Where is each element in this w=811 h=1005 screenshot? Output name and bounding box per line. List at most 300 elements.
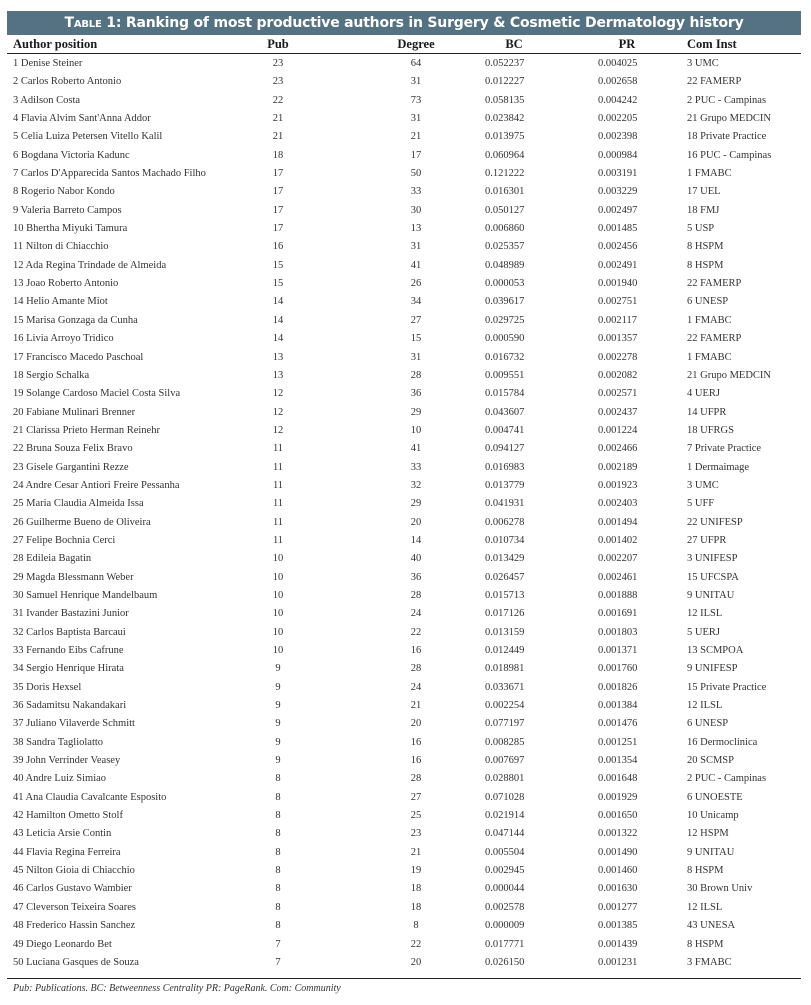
cell-com-inst: 20 SCMSP [687, 755, 734, 767]
cell-author: 18 Sergio Schalka [13, 369, 90, 381]
cell-degree: 28 [410, 663, 422, 675]
cell-pub: 8 [275, 920, 281, 932]
cell-bc: 0.006278 [485, 516, 525, 528]
cell-degree: 25 [410, 810, 422, 822]
cell-author: 7 Carlos D'Apparecida Santos Machado Filho [13, 168, 206, 180]
cell-bc: 0.012449 [485, 645, 525, 656]
table-row [7, 73, 801, 91]
cell-pr: 0.002082 [598, 369, 638, 381]
table-row [7, 257, 801, 275]
cell-bc: 0.071028 [485, 791, 525, 803]
cell-bc: 0.048989 [485, 259, 525, 271]
cell-pr: 0.001485 [598, 223, 638, 235]
cell-degree: 20 [410, 516, 422, 528]
cell-degree: 64 [410, 58, 422, 69]
cell-author: 48 Frederico Hassin Sanchez [13, 920, 136, 932]
cell-com-inst: 1 Dermaimage [687, 461, 750, 473]
cell-pr: 0.002117 [598, 314, 637, 326]
cell-bc: 0.000044 [485, 883, 525, 895]
table-row [7, 293, 801, 311]
cell-author: 47 Cleverson Teixeira Soares [13, 901, 136, 913]
cell-pr: 0.001691 [598, 608, 638, 620]
cell-bc: 0.016983 [485, 461, 525, 473]
cell-bc: 0.017771 [485, 938, 525, 950]
cell-bc: 0.013159 [485, 626, 525, 638]
cell-com-inst: 3 UMC [687, 479, 719, 491]
table-row [7, 128, 801, 146]
cell-author: 10 Bhertha Miyuki Tamura [13, 223, 128, 235]
cell-degree: 30 [410, 204, 422, 216]
cell-author: 15 Marisa Gonzaga da Cunha [13, 314, 138, 326]
cell-pub: 8 [275, 791, 281, 803]
cell-pub: 7 [275, 956, 281, 968]
table-row [7, 844, 801, 862]
cell-pub: 17 [272, 223, 284, 235]
cell-pr: 0.002278 [598, 351, 638, 363]
cell-com-inst: 5 UFF [687, 498, 715, 510]
column-header-degree: Degree [397, 37, 435, 51]
cell-com-inst: 8 HSPM [687, 865, 724, 877]
cell-pub: 17 [272, 168, 284, 180]
cell-com-inst: 9 UNITAU [687, 846, 735, 858]
table-row [7, 220, 801, 238]
cell-com-inst: 3 FMABC [687, 956, 732, 968]
cell-bc: 0.094127 [485, 443, 525, 455]
cell-com-inst: 16 PUC - Campinas [687, 149, 772, 161]
cell-bc: 0.005504 [485, 846, 525, 858]
cell-bc: 0.002578 [485, 901, 525, 913]
cell-author: 16 Livia Arroyo Tridico [13, 333, 114, 345]
cell-author: 24 Andre Cesar Antiori Freire Pessanha [13, 479, 180, 491]
cell-bc: 0.008285 [485, 736, 525, 748]
cell-pr: 0.001277 [598, 901, 638, 913]
cell-bc: 0.023842 [485, 113, 525, 125]
cell-degree: 32 [410, 479, 422, 491]
table-row [7, 514, 801, 532]
cell-author: 45 Nilton Gioia di Chiacchio [13, 865, 135, 877]
table-title-bar [7, 11, 801, 35]
cell-degree: 33 [410, 461, 422, 473]
column-header-pr: PR [618, 37, 636, 51]
cell-degree: 36 [410, 388, 422, 400]
cell-degree: 16 [410, 755, 422, 767]
cell-pub: 10 [272, 626, 284, 638]
cell-author: 40 Andre Luiz Simiao [13, 773, 107, 785]
cell-com-inst: 3 UMC [687, 58, 719, 69]
table-row [7, 349, 801, 367]
table-row [7, 275, 801, 293]
cell-pub: 10 [272, 589, 284, 601]
cell-author: 2 Carlos Roberto Antonio [13, 76, 122, 88]
cell-pr: 0.002456 [598, 241, 638, 253]
cell-pr: 0.002571 [598, 388, 638, 400]
cell-degree: 50 [410, 168, 422, 180]
table-row [7, 936, 801, 954]
cell-pub: 12 [272, 406, 284, 418]
table-row [7, 679, 801, 697]
cell-author: 46 Carlos Gustavo Wambier [13, 883, 132, 895]
cell-com-inst: 8 HSPM [687, 259, 724, 271]
cell-author: 4 Flavia Alvim Sant'Anna Addor [13, 113, 151, 125]
cell-com-inst: 18 FMJ [687, 204, 720, 216]
cell-author: 43 Leticia Arsie Contin [13, 828, 112, 840]
table-row [7, 202, 801, 220]
cell-pr: 0.001803 [598, 626, 638, 638]
cell-com-inst: 22 FAMERP [687, 76, 742, 88]
cell-com-inst: 9 UNIFESP [687, 663, 738, 675]
cell-com-inst: 12 ILSL [687, 608, 723, 620]
cell-author: 36 Sadamitsu Nakandakari [13, 700, 127, 712]
cell-author: 14 Helio Amante Miot [13, 296, 108, 308]
cell-pr: 0.001630 [598, 883, 638, 895]
cell-com-inst: 3 UNIFESP [687, 553, 738, 565]
cell-degree: 16 [410, 736, 422, 748]
cell-degree: 28 [410, 369, 422, 381]
cell-bc: 0.041931 [485, 498, 525, 510]
cell-pub: 13 [272, 369, 284, 381]
cell-author: 28 Edileia Bagatin [13, 553, 92, 565]
bottom-rule [7, 978, 801, 979]
table-row [7, 624, 801, 642]
cell-author: 9 Valeria Barreto Campos [13, 204, 122, 216]
cell-pub: 7 [275, 938, 281, 950]
cell-degree: 10 [410, 424, 422, 436]
cell-bc: 0.029725 [485, 314, 525, 326]
cell-pub: 10 [272, 571, 284, 583]
table-row [7, 569, 801, 587]
cell-pub: 13 [272, 351, 284, 363]
cell-bc: 0.015713 [485, 589, 525, 601]
cell-degree: 21 [410, 131, 422, 143]
cell-pub: 8 [275, 810, 281, 822]
cell-author: 8 Rogerio Nabor Kondo [13, 186, 115, 198]
cell-com-inst: 22 FAMERP [687, 333, 742, 345]
cell-pr: 0.002461 [598, 571, 638, 583]
cell-bc: 0.013429 [485, 553, 525, 565]
table-row [7, 770, 801, 788]
cell-com-inst: 21 Grupo MEDCIN [687, 113, 771, 125]
cell-degree: 16 [410, 645, 422, 656]
cell-pub: 8 [275, 883, 281, 895]
cell-degree: 36 [410, 571, 422, 583]
cell-degree: 33 [410, 186, 422, 198]
cell-author: 29 Magda Blessmann Weber [13, 571, 134, 583]
cell-pub: 11 [272, 461, 284, 473]
cell-author: 5 Celia Luiza Petersen Vitello Kalil [13, 131, 163, 143]
cell-author: 31 Ivander Bastazini Junior [13, 608, 129, 620]
cell-pr: 0.001929 [598, 791, 638, 803]
table-row [7, 917, 801, 935]
cell-pub: 10 [272, 553, 284, 565]
cell-bc: 0.047144 [485, 828, 525, 840]
cell-com-inst: 8 HSPM [687, 938, 724, 950]
cell-pub: 11 [272, 479, 284, 491]
cell-com-inst: 8 HSPM [687, 241, 724, 253]
cell-pub: 12 [272, 424, 284, 436]
cell-pub: 14 [272, 333, 284, 345]
cell-degree: 20 [410, 718, 422, 730]
table-header-row [7, 36, 801, 53]
cell-pr: 0.001648 [598, 773, 638, 785]
table-row [7, 147, 801, 165]
cell-author: 19 Solange Cardoso Maciel Costa Silva [13, 388, 181, 400]
table-row [7, 532, 801, 550]
cell-com-inst: 1 FMABC [687, 351, 732, 363]
cell-author: 32 Carlos Baptista Barcaui [13, 626, 126, 638]
cell-degree: 73 [410, 94, 422, 106]
column-header-com-inst: Com Inst [687, 37, 737, 51]
cell-bc: 0.026150 [485, 956, 525, 968]
cell-pr: 0.003191 [598, 168, 638, 180]
cell-com-inst: 21 Grupo MEDCIN [687, 369, 771, 381]
cell-bc: 0.000009 [485, 920, 525, 932]
cell-degree: 24 [410, 608, 422, 620]
cell-pr: 0.001251 [598, 736, 638, 748]
cell-author: 39 John Verrinder Veasey [13, 755, 121, 767]
cell-bc: 0.077197 [485, 718, 525, 730]
cell-degree: 41 [410, 443, 422, 455]
table-row [7, 367, 801, 385]
table-row [7, 825, 801, 843]
table-row [7, 550, 801, 568]
cell-pub: 11 [272, 516, 284, 528]
cell-com-inst: 7 Private Practice [687, 443, 762, 455]
cell-com-inst: 16 Dermoclinica [687, 736, 758, 748]
cell-pub: 12 [272, 388, 284, 400]
cell-pub: 11 [272, 534, 284, 546]
cell-pub: 22 [272, 94, 284, 106]
cell-author: 6 Bogdana Victoria Kadunc [13, 149, 130, 161]
cell-bc: 0.000053 [485, 278, 525, 290]
cell-pr: 0.002207 [598, 553, 638, 565]
cell-com-inst: 22 FAMERP [687, 278, 742, 290]
cell-pub: 10 [272, 645, 284, 656]
cell-pub: 15 [272, 259, 284, 271]
cell-pr: 0.001385 [598, 920, 638, 932]
table-row [7, 440, 801, 458]
cell-pub: 23 [272, 58, 284, 69]
table-row [7, 238, 801, 256]
cell-degree: 15 [410, 333, 422, 345]
table-row [7, 330, 801, 348]
table-row [7, 807, 801, 825]
table-row [7, 312, 801, 330]
cell-degree: 20 [410, 956, 422, 968]
cell-bc: 0.012227 [485, 76, 525, 88]
cell-pr: 0.004242 [598, 94, 638, 106]
cell-pr: 0.001923 [598, 479, 638, 491]
cell-pub: 8 [275, 846, 281, 858]
cell-pub: 8 [275, 865, 281, 877]
cell-pr: 0.002497 [598, 204, 638, 216]
cell-com-inst: 5 UERJ [687, 626, 720, 638]
cell-pr: 0.001371 [598, 645, 638, 656]
cell-author: 21 Clarissa Prieto Herman Reinehr [13, 424, 160, 436]
cell-pub: 21 [272, 113, 284, 125]
table-row [7, 642, 801, 660]
table-row [7, 165, 801, 183]
cell-bc: 0.002945 [485, 865, 525, 877]
table-row [7, 477, 801, 495]
cell-degree: 23 [410, 828, 422, 840]
table-body [7, 55, 801, 972]
cell-bc: 0.039617 [485, 296, 525, 308]
cell-bc: 0.017126 [485, 608, 525, 620]
cell-bc: 0.006860 [485, 223, 525, 235]
cell-author: 3 Adilson Costa [13, 94, 81, 106]
table-row [7, 697, 801, 715]
cell-pr: 0.001940 [598, 278, 638, 290]
cell-degree: 31 [410, 241, 422, 253]
cell-pr: 0.001476 [598, 718, 638, 730]
cell-pr: 0.001384 [598, 700, 638, 712]
cell-com-inst: 15 UFCSPA [687, 571, 739, 583]
cell-com-inst: 6 UNESP [687, 718, 729, 730]
cell-com-inst: 1 FMABC [687, 168, 732, 180]
cell-degree: 26 [410, 278, 422, 290]
cell-bc: 0.028801 [485, 773, 525, 785]
cell-bc: 0.021914 [485, 810, 525, 822]
cell-bc: 0.060964 [485, 149, 525, 161]
cell-pub: 9 [275, 681, 281, 693]
cell-com-inst: 6 UNESP [687, 296, 729, 308]
cell-author: 23 Gisele Gargantini Rezze [13, 461, 129, 473]
cell-bc: 0.010734 [485, 534, 525, 546]
cell-bc: 0.018981 [485, 663, 525, 675]
cell-degree: 28 [410, 589, 422, 601]
cell-pr: 0.001490 [598, 846, 638, 858]
cell-degree: 34 [410, 296, 422, 308]
cell-com-inst: 43 UNESA [687, 920, 736, 932]
table-row [7, 862, 801, 880]
table-row [7, 495, 801, 513]
cell-bc: 0.121222 [485, 168, 525, 180]
cell-bc: 0.015784 [485, 388, 525, 400]
cell-degree: 24 [410, 681, 422, 693]
table-row [7, 404, 801, 422]
cell-degree: 29 [410, 406, 422, 418]
cell-bc: 0.007697 [485, 755, 525, 767]
cell-author: 37 Juliano Vilaverde Schmitt [13, 718, 135, 730]
cell-degree: 18 [410, 883, 422, 895]
cell-pub: 9 [275, 700, 281, 712]
cell-pub: 14 [272, 314, 284, 326]
cell-pr: 0.002466 [598, 443, 638, 455]
table-row [7, 660, 801, 678]
cell-pr: 0.001650 [598, 810, 638, 822]
cell-bc: 0.043607 [485, 406, 525, 418]
cell-com-inst: 6 UNOESTE [687, 791, 743, 803]
cell-bc: 0.016301 [485, 186, 525, 198]
table-row [7, 110, 801, 128]
cell-bc: 0.052237 [485, 58, 525, 69]
cell-com-inst: 12 ILSL [687, 700, 723, 712]
cell-pub: 16 [272, 241, 284, 253]
cell-bc: 0.004741 [485, 424, 525, 436]
cell-degree: 31 [410, 351, 422, 363]
cell-pr: 0.001357 [598, 333, 638, 345]
cell-com-inst: 4 UERJ [687, 388, 720, 400]
table-row [7, 92, 801, 110]
cell-bc: 0.050127 [485, 204, 525, 216]
cell-bc: 0.002254 [485, 700, 525, 712]
cell-com-inst: 18 Private Practice [687, 131, 767, 143]
cell-pr: 0.001231 [598, 956, 638, 968]
column-header-pub: Pub [267, 37, 289, 51]
cell-pub: 9 [275, 718, 281, 730]
cell-degree: 31 [410, 113, 422, 125]
cell-pr: 0.002491 [598, 259, 638, 271]
cell-degree: 21 [410, 846, 422, 858]
cell-pr: 0.001460 [598, 865, 638, 877]
cell-author: 44 Flavia Regina Ferreira [13, 846, 121, 858]
cell-pub: 10 [272, 608, 284, 620]
cell-pub: 8 [275, 828, 281, 840]
cell-pub: 8 [275, 773, 281, 785]
cell-com-inst: 9 UNITAU [687, 589, 735, 601]
cell-author: 11 Nilton di Chiacchio [13, 241, 109, 253]
cell-pub: 11 [272, 498, 284, 510]
cell-com-inst: 22 UNIFESP [687, 516, 743, 528]
cell-author: 1 Denise Steiner [13, 58, 83, 69]
cell-author: 34 Sergio Henrique Hirata [13, 663, 124, 675]
cell-author: 35 Doris Hexsel [13, 681, 82, 693]
cell-pub: 9 [275, 755, 281, 767]
cell-com-inst: 14 UFPR [687, 406, 727, 418]
cell-pub: 14 [272, 296, 284, 308]
cell-degree: 14 [410, 534, 422, 546]
cell-pub: 18 [272, 149, 284, 161]
column-header-bc: BC [505, 37, 523, 51]
cell-pr: 0.002658 [598, 76, 638, 88]
cell-pr: 0.004025 [598, 58, 638, 69]
cell-author: 38 Sandra Tagliolatto [13, 736, 104, 748]
cell-com-inst: 17 UEL [687, 186, 721, 198]
cell-bc: 0.013975 [485, 131, 525, 143]
cell-com-inst: 2 PUC - Campinas [687, 773, 767, 785]
cell-pr: 0.002751 [598, 296, 638, 308]
cell-pr: 0.001760 [598, 663, 638, 675]
cell-com-inst: 2 PUC - Campinas [687, 94, 767, 106]
cell-author: 33 Fernando Eibs Cafrune [13, 645, 124, 656]
cell-pub: 17 [272, 204, 284, 216]
table-row [7, 459, 801, 477]
cell-pr: 0.001439 [598, 938, 638, 950]
cell-degree: 22 [410, 938, 422, 950]
cell-com-inst: 10 Unicamp [687, 810, 739, 822]
header-rule [7, 53, 801, 54]
cell-author: 49 Diego Leonardo Bet [13, 938, 112, 950]
cell-pub: 8 [275, 901, 281, 913]
cell-com-inst: 13 SCMPOA [687, 645, 744, 656]
table-row [7, 183, 801, 201]
cell-com-inst: 30 Brown Univ [687, 883, 753, 895]
table-row [7, 605, 801, 623]
cell-com-inst: 15 Private Practice [687, 681, 767, 693]
cell-degree: 41 [410, 259, 422, 271]
cell-author: 12 Ada Regina Trindade de Almeida [13, 259, 167, 271]
cell-pr: 0.001322 [598, 828, 638, 840]
cell-degree: 40 [410, 553, 422, 565]
cell-degree: 28 [410, 773, 422, 785]
cell-bc: 0.013779 [485, 479, 525, 491]
cell-degree: 27 [410, 791, 422, 803]
cell-degree: 17 [410, 149, 422, 161]
table-row [7, 954, 801, 972]
cell-author: 17 Francisco Macedo Paschoal [13, 351, 144, 363]
cell-pr: 0.002437 [598, 406, 638, 418]
table-row [7, 734, 801, 752]
